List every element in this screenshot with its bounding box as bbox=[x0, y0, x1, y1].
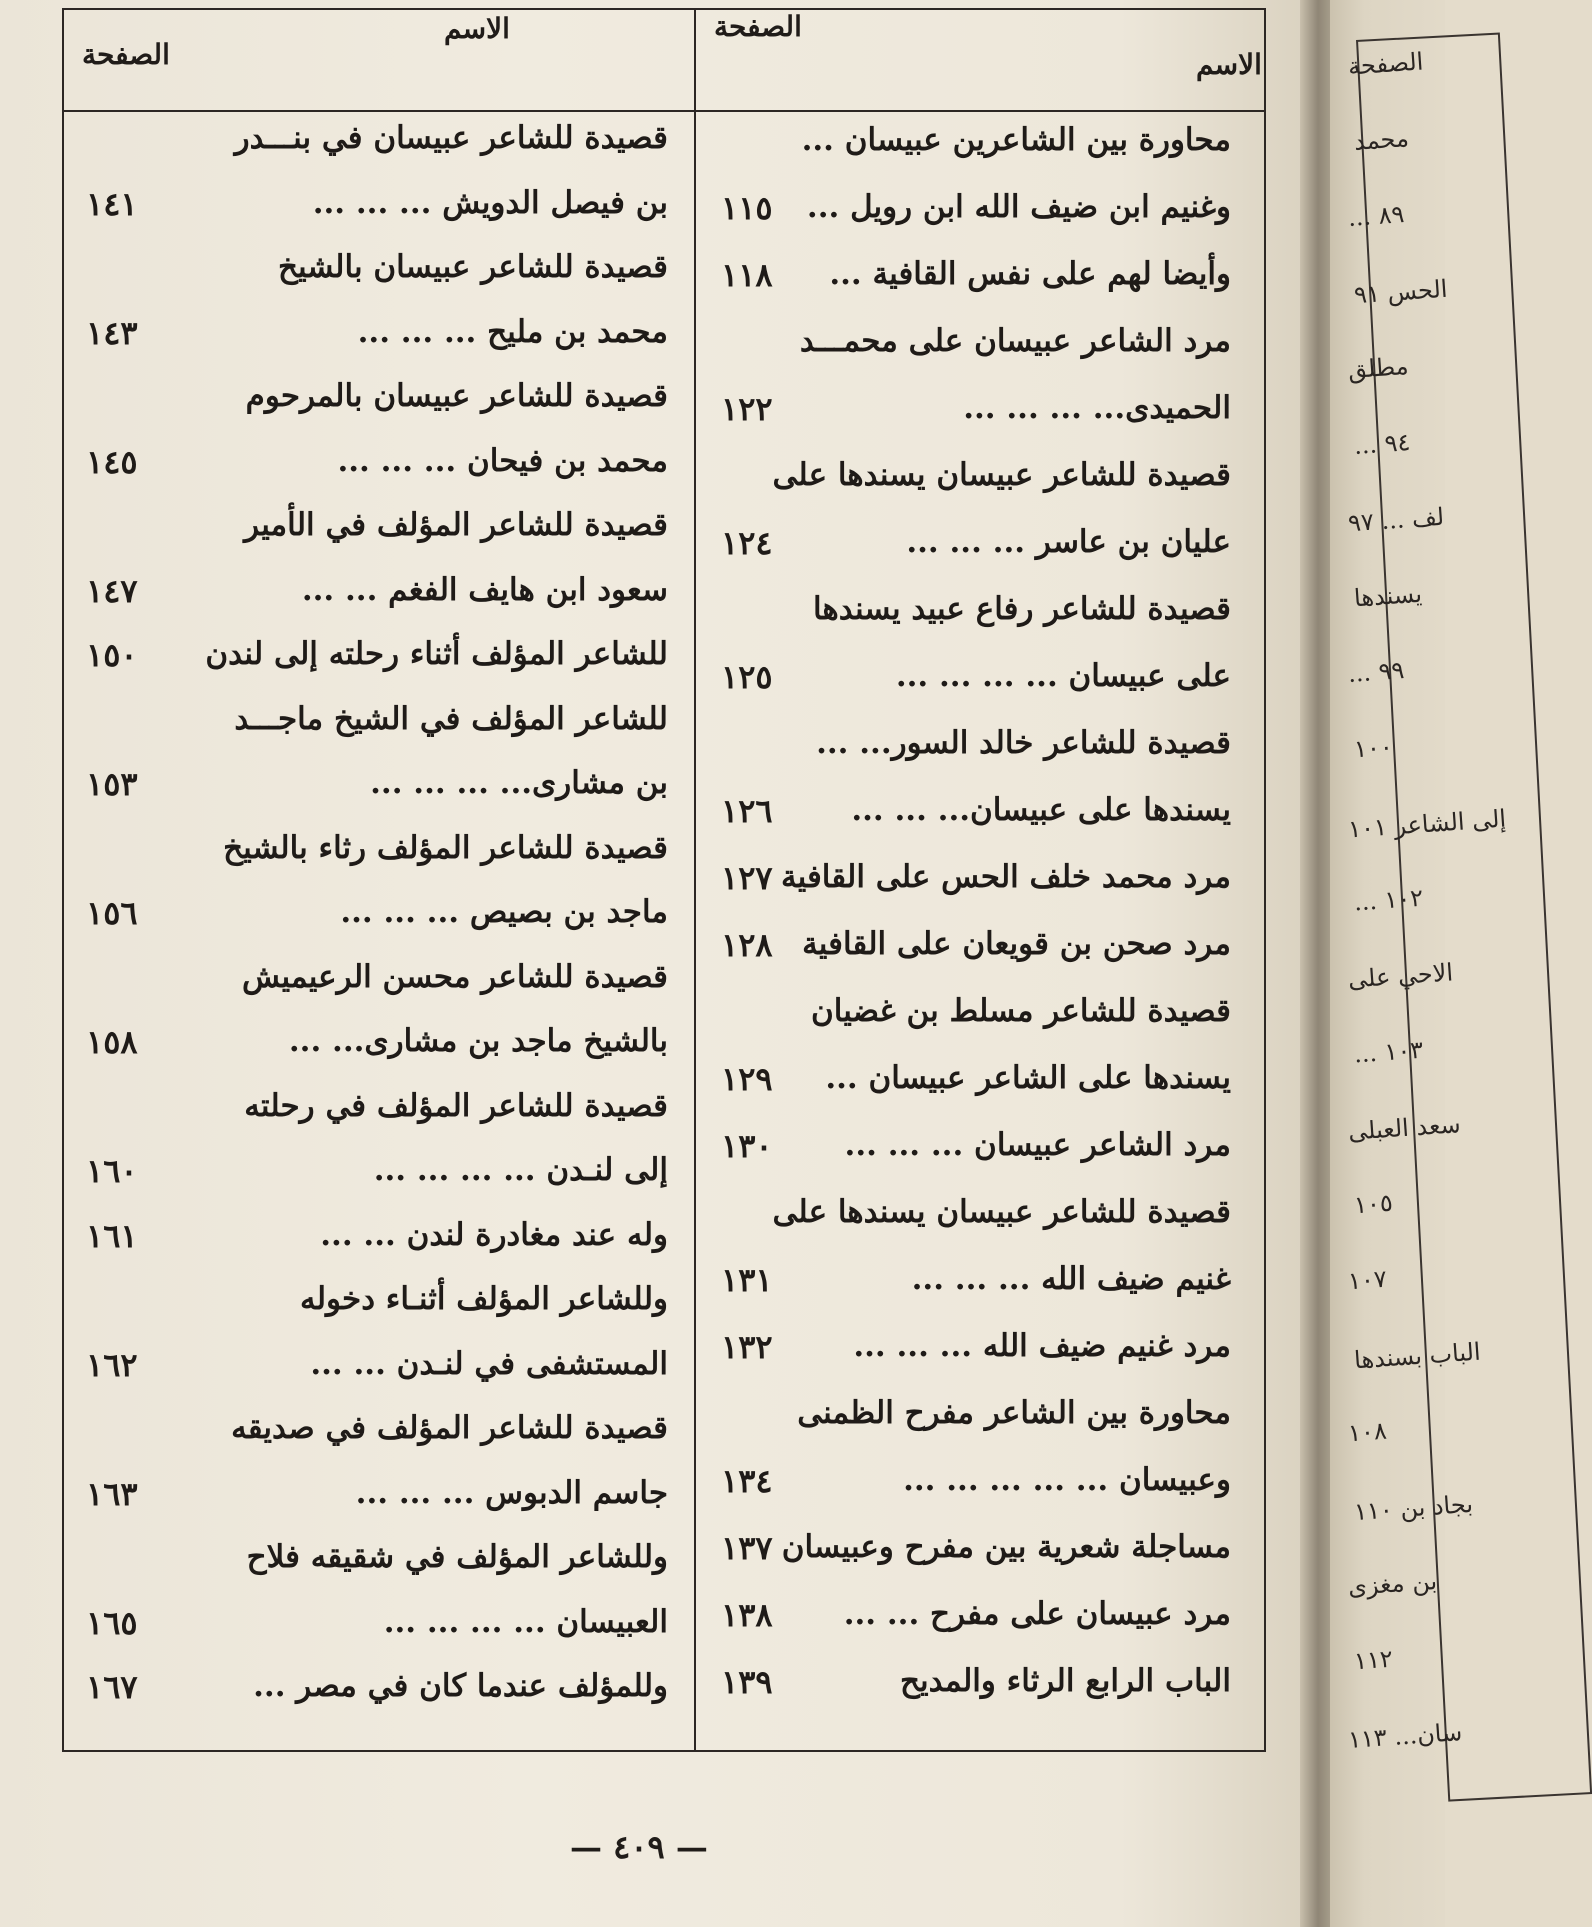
entry-title: الباب الرابع الرثاء والمديح bbox=[900, 1663, 1231, 1699]
entry-title: قصيدة للشاعر المؤلف في الأمير bbox=[244, 507, 668, 543]
adjacent-page-fragment: سان... ١١٣ bbox=[1347, 1718, 1464, 1754]
right-column-page-header: الصفحة bbox=[714, 10, 802, 43]
entry-page-number: ١٦٧ bbox=[86, 1668, 138, 1706]
entry-title: مرد غنيم ضيف الله ... ... ... bbox=[853, 1328, 1231, 1364]
entry-title: المستشفى في لنـدن ... ... bbox=[310, 1345, 668, 1382]
entry-page-number: ١٢٦ bbox=[721, 792, 773, 830]
adjacent-page-fragment: مطلق bbox=[1347, 351, 1410, 385]
adjacent-page-fragment: ١٠٨ bbox=[1347, 1416, 1388, 1448]
entry-page-number: ١٣٧ bbox=[721, 1529, 773, 1567]
index-entry bbox=[709, 524, 1249, 591]
index-entry bbox=[78, 701, 678, 766]
index-entry bbox=[78, 120, 678, 185]
column-divider bbox=[694, 10, 696, 1750]
entry-title: يسندها على عبيسان... ... ... bbox=[851, 792, 1231, 828]
index-entry bbox=[78, 1152, 678, 1217]
entry-page-number: ١٣٨ bbox=[721, 1596, 773, 1634]
adjacent-page-fragment: الحس ٩١ bbox=[1353, 274, 1449, 310]
entry-title: للشاعر المؤلف في الشيخ ماجـــد bbox=[234, 700, 668, 737]
adjacent-page-fragment: ١٠٠ bbox=[1353, 732, 1394, 764]
index-entry bbox=[709, 993, 1249, 1060]
index-entry bbox=[709, 122, 1249, 189]
adjacent-page-fragment: إلى الشاعر ١٠١ bbox=[1347, 804, 1507, 844]
entry-title: قصيدة للشاعر المؤلف في رحلته bbox=[244, 1087, 668, 1124]
index-entry bbox=[709, 1462, 1249, 1529]
entry-title: إلى لنـدن ... ... ... ... bbox=[373, 1152, 668, 1188]
adjacent-page-fragment: بن مغزى bbox=[1347, 1566, 1438, 1602]
adjacent-page-edge bbox=[1330, 0, 1507, 1927]
entry-title: قصيدة للشاعر خالد السور... ... bbox=[816, 725, 1231, 761]
index-entry bbox=[709, 323, 1249, 390]
entry-page-number: ١٤٣ bbox=[86, 313, 138, 352]
entry-page-number: ١٥٨ bbox=[86, 1023, 138, 1061]
entry-page-number: ١٦١ bbox=[86, 1216, 138, 1255]
entry-title: للشاعر المؤلف أثناء رحلته إلى لندن bbox=[205, 636, 668, 672]
entry-page-number: ١٣٠ bbox=[721, 1127, 773, 1165]
entry-page-number: ١٢٤ bbox=[721, 524, 773, 562]
entry-title: قصيدة للشاعر رفاع عبيد يسندها bbox=[812, 591, 1231, 627]
index-entry bbox=[709, 792, 1249, 859]
entry-page-number: ١٤١ bbox=[86, 184, 138, 223]
index-entry bbox=[709, 256, 1249, 323]
entry-title: قصيدة للشاعر مسلط بن غضيان bbox=[811, 993, 1231, 1029]
entry-page-number: ١١٥ bbox=[721, 189, 773, 227]
index-entry bbox=[78, 249, 678, 314]
index-entry bbox=[709, 457, 1249, 524]
entry-page-number: ١٦٢ bbox=[86, 1345, 138, 1384]
entry-title: قصيدة للشاعر المؤلف رثاء بالشيخ bbox=[223, 829, 668, 866]
adjacent-page-fragment: ١٠٥ bbox=[1353, 1188, 1394, 1220]
adjacent-page-fragment: ... ٩٩ bbox=[1347, 656, 1406, 688]
entry-page-number: ١٥٣ bbox=[86, 765, 138, 803]
entry-page-number: ١٦٥ bbox=[86, 1603, 138, 1642]
entry-page-number: ١٤٧ bbox=[86, 571, 138, 610]
index-entry bbox=[709, 926, 1249, 993]
entry-page-number: ١٢٥ bbox=[721, 658, 773, 696]
left-column-name-header: الاسم bbox=[444, 12, 510, 45]
index-entry bbox=[78, 1539, 678, 1604]
entry-title: وللشاعر المؤلف أثنـاء دخوله bbox=[299, 1281, 668, 1317]
index-entry bbox=[709, 1529, 1249, 1596]
entry-page-number: ١٥٦ bbox=[86, 894, 138, 932]
index-entry bbox=[709, 1127, 1249, 1194]
right-column-name-header: الاسم bbox=[1196, 48, 1262, 81]
index-entry bbox=[709, 189, 1249, 256]
index-entry bbox=[78, 314, 678, 379]
index-entry bbox=[78, 1023, 678, 1088]
entry-page-number: ١٢٧ bbox=[721, 859, 773, 897]
adjacent-page-fragment: بجاد بن ١١٠ bbox=[1353, 1489, 1474, 1527]
entry-title: وغنيم ابن ضيف الله ابن رويل ... bbox=[806, 189, 1231, 225]
entry-page-number: ١٥٠ bbox=[86, 636, 138, 674]
entry-title: قصيدة للشاعر عبيسان بالمرحوم bbox=[245, 378, 668, 414]
index-entry bbox=[709, 1395, 1249, 1462]
entry-title: قصيدة للشاعر محسن الرعيميش bbox=[241, 958, 668, 995]
index-entry bbox=[78, 507, 678, 572]
adjacent-page-fragment: محمد bbox=[1353, 124, 1410, 156]
adjacent-page-fragment: ... ٩٤ bbox=[1353, 428, 1412, 460]
index-entry bbox=[78, 830, 678, 895]
adjacent-page-fragment: ١١٢ bbox=[1353, 1644, 1394, 1676]
index-entry bbox=[709, 1194, 1249, 1261]
entry-page-number: ١٢٩ bbox=[721, 1060, 773, 1098]
adjacent-page-fragment: ... ١٠٢ bbox=[1353, 883, 1425, 917]
entry-page-number: ١٣٩ bbox=[721, 1663, 773, 1701]
entry-title: جاسم الدبوس ... ... ... bbox=[355, 1474, 668, 1511]
index-entry bbox=[709, 1596, 1249, 1663]
entry-page-number: ١٣٤ bbox=[721, 1462, 773, 1500]
index-entry bbox=[78, 443, 678, 508]
adjacent-page-fragment: الاحي على bbox=[1347, 958, 1454, 994]
entry-page-number: ١٤٥ bbox=[86, 442, 138, 481]
index-entry bbox=[78, 1475, 678, 1540]
index-entry bbox=[709, 591, 1249, 658]
adjacent-page-fragment: لف ... ٩٧ bbox=[1347, 502, 1445, 538]
entry-title: مرد صحن بن قويعان على القافية bbox=[802, 926, 1231, 962]
adjacent-page-fragment: سعد العبلى bbox=[1347, 1110, 1462, 1146]
entry-title: ماجد بن بصيص ... ... ... bbox=[340, 894, 668, 930]
entry-title: قصيدة للشاعر عبيسان بالشيخ bbox=[278, 249, 668, 285]
entry-title: بن مشارى... ... ... ... bbox=[370, 765, 668, 801]
entry-title: وللمؤلف عندما كان في مصر ... bbox=[253, 1668, 668, 1704]
left-index-column bbox=[78, 114, 678, 1744]
entry-page-number: ١٢٢ bbox=[721, 390, 773, 428]
index-entry bbox=[709, 1328, 1249, 1395]
index-entry bbox=[78, 894, 678, 959]
index-entry bbox=[78, 572, 678, 637]
index-entry bbox=[709, 390, 1249, 457]
index-entry bbox=[709, 658, 1249, 725]
right-index-column bbox=[709, 114, 1249, 1744]
index-entry bbox=[78, 378, 678, 443]
entry-title: بالشيخ ماجد بن مشارى... ... bbox=[288, 1023, 668, 1059]
index-entry bbox=[709, 859, 1249, 926]
adjacent-page-fragment: ... ٨٩ bbox=[1347, 200, 1406, 232]
entry-title: بن فيصل الدويش ... ... ... bbox=[312, 184, 668, 221]
entry-title: محاورة بين الشاعر مفرح الظمنى bbox=[797, 1395, 1231, 1431]
entry-title: يسندها على الشاعر عبيسان ... bbox=[825, 1060, 1231, 1096]
index-entry bbox=[709, 1663, 1249, 1730]
index-entry bbox=[78, 1410, 678, 1475]
index-entry bbox=[709, 725, 1249, 792]
entry-title: قصيدة للشاعر عبيسان يسندها على bbox=[772, 1194, 1231, 1230]
index-entry bbox=[78, 765, 678, 830]
index-entry bbox=[78, 959, 678, 1024]
entry-page-number: ١٦٣ bbox=[86, 1474, 138, 1513]
header-divider bbox=[64, 110, 1264, 112]
index-entry bbox=[709, 1261, 1249, 1328]
page-number: — ٤٠٩ — bbox=[570, 1828, 708, 1866]
entry-title: مرد الشاعر عبيسان على محمـــد bbox=[799, 323, 1231, 359]
entry-page-number: ١٦٠ bbox=[86, 1152, 138, 1190]
entry-page-number: ١٢٨ bbox=[721, 926, 773, 964]
index-entry bbox=[78, 636, 678, 701]
adjacent-page-fragment: يسندها bbox=[1353, 579, 1423, 613]
index-entry bbox=[78, 1604, 678, 1669]
index-entry bbox=[709, 1060, 1249, 1127]
index-entry bbox=[78, 185, 678, 250]
index-table bbox=[62, 8, 1266, 1752]
left-column-page-header: الصفحة bbox=[82, 38, 170, 71]
entry-title: الحميدى... ... ... ... bbox=[963, 390, 1231, 426]
index-entry bbox=[78, 1668, 678, 1733]
adjacent-page-fragment: ١٠٧ bbox=[1347, 1264, 1388, 1296]
entry-title: مرد محمد خلف الحس على القافية bbox=[781, 859, 1231, 895]
entry-title: قصيدة للشاعر المؤلف في صديقه bbox=[231, 1410, 668, 1446]
entry-title: العبيسان ... ... ... ... bbox=[383, 1603, 668, 1640]
entry-page-number: ١٣١ bbox=[721, 1261, 773, 1299]
entry-title: وله عند مغادرة لندن ... ... bbox=[320, 1216, 668, 1253]
entry-title: محاورة بين الشاعرين عبيسان ... bbox=[801, 122, 1231, 158]
adjacent-page-fragment: الباب بسندها bbox=[1353, 1337, 1482, 1375]
entry-title: قصيدة للشاعر عبيسان يسندها على bbox=[772, 457, 1231, 493]
entry-title: محمد بن فيحان ... ... ... bbox=[337, 442, 668, 479]
index-entry bbox=[78, 1346, 678, 1411]
adjacent-page-fragment: الصفحة bbox=[1347, 47, 1425, 81]
entry-title: وأيضا لهم على نفس القافية ... bbox=[829, 256, 1231, 292]
entry-title: مرد عبيسان على مفرح ... ... bbox=[843, 1596, 1231, 1632]
entry-title: عليان بن عاسر ... ... ... bbox=[906, 524, 1231, 560]
entry-page-number: ١١٨ bbox=[721, 256, 773, 294]
entry-title: مساجلة شعرية بين مفرح وعبيسان bbox=[781, 1529, 1231, 1565]
index-entry bbox=[78, 1088, 678, 1153]
index-entry bbox=[78, 1281, 678, 1346]
entry-title: على عبيسان ... ... ... ... bbox=[895, 658, 1231, 694]
entry-title: وعبيسان ... ... ... ... ... bbox=[903, 1462, 1231, 1498]
entry-title: قصيدة للشاعر عبيسان في بنـــدر bbox=[234, 120, 668, 156]
entry-page-number: ١٣٢ bbox=[721, 1328, 773, 1366]
entry-title: غنيم ضيف الله ... ... ... bbox=[911, 1261, 1231, 1297]
index-entry bbox=[78, 1217, 678, 1282]
entry-title: محمد بن مليح ... ... ... bbox=[357, 313, 668, 350]
entry-title: مرد الشاعر عبيسان ... ... ... bbox=[844, 1127, 1231, 1163]
entry-title: وللشاعر المؤلف في شقيقه فلاح bbox=[246, 1539, 668, 1575]
adjacent-page-fragment: ... ١٠٣ bbox=[1353, 1035, 1425, 1069]
entry-title: سعود ابن هايف الفغم ... ... bbox=[301, 571, 668, 608]
